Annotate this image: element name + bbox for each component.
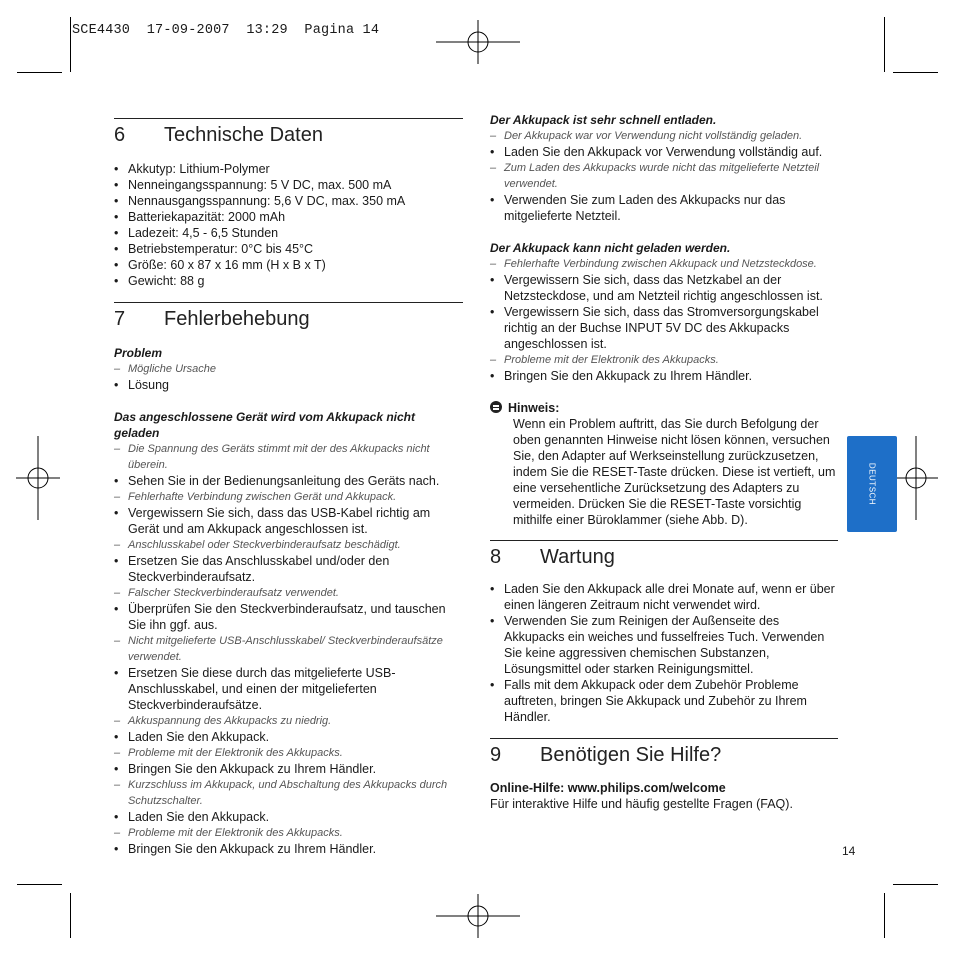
problem-block-1 xyxy=(114,409,463,857)
solution: • Ersetzen Sie diese durch das mitgelieferte USB-Anschlusskabel, und einen der mitgelieferten Steckverbinderaufsätze. xyxy=(114,665,463,713)
registration-mark-right xyxy=(894,436,938,520)
cause: – Akkuspannung des Akkupacks zu niedrig. xyxy=(114,713,463,729)
section-rule xyxy=(114,118,463,119)
list-item: • Nennausgangsspannung: 5,6 V DC, max. 350 mA xyxy=(114,193,463,209)
list-item: • Nenneingangsspannung: 5 V DC, max. 500 mA xyxy=(114,177,463,193)
note-icon xyxy=(490,401,502,413)
cause: – Zum Laden des Akkupacks wurde nicht das mitgelieferte Netzteil verwendet. xyxy=(490,160,838,192)
crop-mark xyxy=(17,72,62,73)
section-title: Fehlerbehebung xyxy=(164,308,310,330)
section-title: Technische Daten xyxy=(164,124,323,146)
list-item: • Größe: 60 x 87 x 16 mm (H x B x T) xyxy=(114,257,463,273)
cause: – Falscher Steckverbinderaufsatz verwendet. xyxy=(114,585,463,601)
solution: • Laden Sie den Akkupack. xyxy=(114,809,463,825)
note-text: Wenn ein Problem auftritt, das Sie durch Befolgung der oben genannten Hinweise nicht lösen können, versuchen Sie, den Adapter auf Werkseinstellung zurückzusetzen, indem Sie die RESET-Taste drücken. Diese ist vertieft, um eine versehentliche Zurücksetzung des Adapters zu vermeiden. Drücken Sie die RESET-Taste vorsichtig mithilfe einer Büroklammer (siehe Abb. D). xyxy=(513,417,836,527)
solution: • Bringen Sie den Akkupack zu Ihrem Händler. xyxy=(114,841,463,857)
section-rule xyxy=(490,738,838,739)
section-number: 9 xyxy=(490,744,502,766)
solution: • Vergewissern Sie sich, dass das Netzkabel an der Netzsteckdose, und am Netzteil richtig angeschlossen ist. xyxy=(490,272,838,304)
section-heading-6 xyxy=(114,122,463,148)
legend-problem: Problem xyxy=(114,346,163,360)
section-title: Wartung xyxy=(540,546,615,568)
crop-mark xyxy=(70,17,71,72)
crop-mark xyxy=(893,884,938,885)
language-tab-label: DEUTSCH xyxy=(867,462,877,506)
legend xyxy=(114,345,463,393)
section-rule xyxy=(490,540,838,541)
legend-cause: – Mögliche Ursache xyxy=(114,361,463,377)
cause: – Der Akkupack war vor Verwendung nicht vollständig geladen. xyxy=(490,128,838,144)
solution: • Verwenden Sie zum Laden des Akkupacks nur das mitgelieferte Netzteil. xyxy=(490,192,838,224)
registration-mark-left xyxy=(16,436,60,520)
registration-mark-bottom xyxy=(436,894,520,938)
cause: – Anschlusskabel oder Steckverbinderaufsatz beschädigt. xyxy=(114,537,463,553)
crop-mark xyxy=(17,884,62,885)
registration-mark-top xyxy=(436,20,520,64)
cause: – Probleme mit der Elektronik des Akkupacks. xyxy=(114,745,463,761)
list-item: • Akkutyp: Lithium-Polymer xyxy=(114,161,463,177)
problem-block-3 xyxy=(490,240,838,384)
list-item: • Ladezeit: 4,5 - 6,5 Stunden xyxy=(114,225,463,241)
crop-mark xyxy=(884,17,885,72)
list-item: • Betriebstemperatur: 0°C bis 45°C xyxy=(114,241,463,257)
cause: – Fehlerhafte Verbindung zwischen Gerät und Akkupack. xyxy=(114,489,463,505)
online-help-link[interactable]: Online-Hilfe: www.philips.com/welcome xyxy=(490,781,726,795)
cause: – Probleme mit der Elektronik des Akkupacks. xyxy=(114,825,463,841)
section-heading-8 xyxy=(490,544,838,570)
cause: – Fehlerhafte Verbindung zwischen Akkupack und Netzsteckdose. xyxy=(490,256,838,272)
cause: – Probleme mit der Elektronik des Akkupacks. xyxy=(490,352,838,368)
list-item: • Verwenden Sie zum Reinigen der Außenseite des Akkupacks ein weiches und fusselfreies Tuch. Verwenden Sie keine aggressiven chemischen Substanzen, Lösungsmittel oder starken Reinigungsmittel. xyxy=(490,613,838,677)
solution: • Vergewissern Sie sich, dass das Stromversorgungskabel richtig an der Buchse INPUT 5V DC des Akkupacks angeschlossen ist. xyxy=(490,304,838,352)
section-number: 6 xyxy=(114,124,126,146)
print-slug: SCE4430 17-09-2007 13:29 Pagina 14 xyxy=(72,23,380,38)
list-item: • Falls mit dem Akkupack oder dem Zubehör Probleme auftreten, bringen Sie Akkupack und Zubehör zu Ihrem Händler. xyxy=(490,677,838,725)
solution: • Sehen Sie in der Bedienungsanleitung des Geräts nach. xyxy=(114,473,463,489)
section-number: 7 xyxy=(114,308,126,330)
section-heading-9 xyxy=(490,742,838,768)
list-item: • Batteriekapazität: 2000 mAh xyxy=(114,209,463,225)
solution: • Überprüfen Sie den Steckverbinderaufsatz, und tauschen Sie ihn ggf. aus. xyxy=(114,601,463,633)
crop-mark xyxy=(884,893,885,938)
section-title: Benötigen Sie Hilfe? xyxy=(540,744,722,766)
problem-block-2 xyxy=(490,112,838,224)
solution: • Laden Sie den Akkupack. xyxy=(114,729,463,745)
solution: • Bringen Sie den Akkupack zu Ihrem Händler. xyxy=(490,368,838,384)
solution: • Vergewissern Sie sich, dass das USB-Kabel richtig am Gerät und am Akkupack angeschlossen ist. xyxy=(114,505,463,537)
list-item: • Laden Sie den Akkupack alle drei Monate auf, wenn er über einen längeren Zeitraum nicht verwendet wird. xyxy=(490,581,838,613)
spec-list xyxy=(114,161,463,289)
cause: – Kurzschluss im Akkupack, und Abschaltung des Akkupacks durch Schutzschalter. xyxy=(114,777,463,809)
section-heading-7 xyxy=(114,306,463,332)
left-column xyxy=(114,118,463,857)
note-box xyxy=(490,400,838,528)
right-column xyxy=(490,112,838,812)
legend-solution: • Lösung xyxy=(114,377,463,393)
section-rule xyxy=(114,302,463,303)
problem-title: Das angeschlossene Gerät wird vom Akkupack nicht geladen xyxy=(114,410,415,440)
solution: • Ersetzen Sie das Anschlusskabel und/oder den Steckverbinderaufsatz. xyxy=(114,553,463,585)
cause: – Nicht mitgelieferte USB-Anschlusskabel/ Steckverbinderaufsätze verwendet. xyxy=(114,633,463,665)
crop-mark xyxy=(70,893,71,938)
solution: • Bringen Sie den Akkupack zu Ihrem Händler. xyxy=(114,761,463,777)
maintenance-list xyxy=(490,581,838,725)
problem-title: Der Akkupack ist sehr schnell entladen. xyxy=(490,113,717,127)
note-label: Hinweis: xyxy=(508,401,560,415)
solution: • Laden Sie den Akkupack vor Verwendung vollständig auf. xyxy=(490,144,838,160)
crop-mark xyxy=(893,72,938,73)
cause: – Die Spannung des Geräts stimmt mit der des Akkupacks nicht überein. xyxy=(114,441,463,473)
list-item: • Gewicht: 88 g xyxy=(114,273,463,289)
problem-title: Der Akkupack kann nicht geladen werden. xyxy=(490,241,731,255)
note-heading xyxy=(490,400,838,416)
page-number: 14 xyxy=(842,844,856,858)
section-number: 8 xyxy=(490,546,502,568)
language-tab xyxy=(847,436,897,532)
help-text: Für interaktive Hilfe und häufig gestellte Fragen (FAQ). xyxy=(490,797,793,811)
